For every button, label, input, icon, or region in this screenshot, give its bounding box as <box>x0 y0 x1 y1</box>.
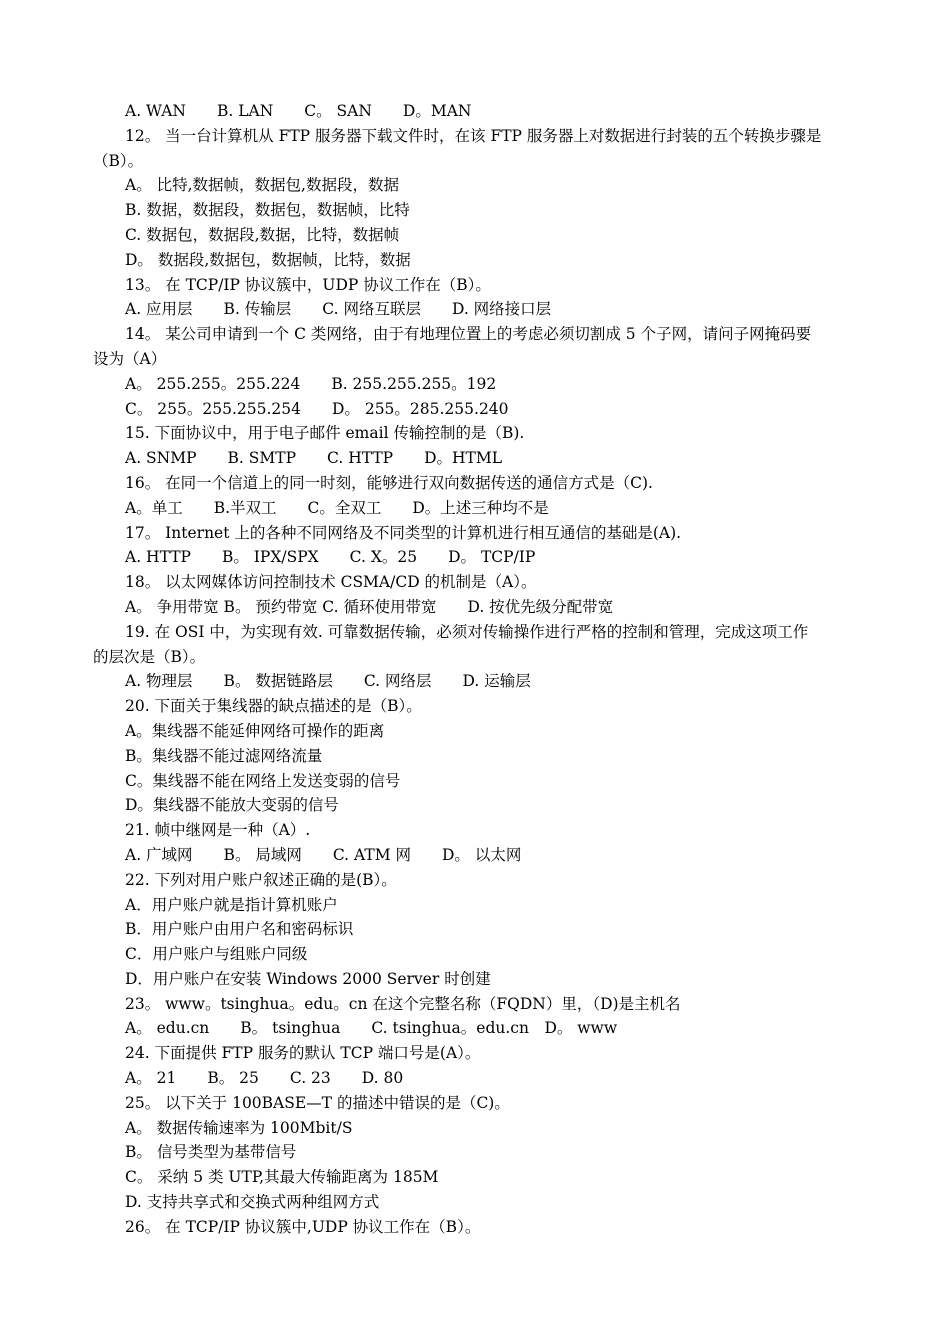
text-line: A。 21 B。 25 C. 23 D. 80 <box>125 1069 404 1088</box>
text-line: A。集线器不能延伸网络可操作的距离 <box>125 721 385 740</box>
text-line: A。 数据传输速率为 100Mbit/S <box>125 1118 353 1137</box>
text-line: A。 edu.cn B。 tsinghua C. tsinghua。edu.cn D。 www <box>125 1019 618 1038</box>
text-line: 17。 Internet 上的各种不同网络及不同类型的计算机进行相互通信的基础是(A). <box>125 523 682 542</box>
text-line: B. 数据，数据段，数据包，数据帧，比特 <box>125 201 410 220</box>
text-line: 23。 www。tsinghua。edu。cn 在这个完整名称（FQDN）里，（D)是主机名 <box>125 994 681 1013</box>
text-line: D。 数据段,数据包，数据帧，比特，数据 <box>125 250 411 269</box>
text-line: 14。 某公司申请到一个 C 类网络，由于有地理位置上的考虑必须切割成 5 个子网，请问子网掩码要 <box>125 325 812 344</box>
text-line: D．用户账户在安装 Windows 2000 Server 时创建 <box>125 969 491 988</box>
text-line: B．用户账户由用户名和密码标识 <box>125 920 354 939</box>
text-line: A。单工 B.半双工 C。全双工 D。上述三种均不是 <box>125 498 549 517</box>
text-line: 15. 下面协议中，用于电子邮件 email 传输控制的是（B). <box>125 424 525 443</box>
text-line: A．用户账户就是指计算机账户 <box>125 895 338 914</box>
text-line: B。 信号类型为基带信号 <box>125 1143 297 1162</box>
text-line: A. 应用层 B. 传输层 C. 网络互联层 D. 网络接口层 <box>125 300 552 319</box>
text-line: C。 255。255.255.254 D。 255。285.255.240 <box>125 399 509 418</box>
text-line: C。 采纳 5 类 UTP,其最大传输距离为 185M <box>125 1168 439 1187</box>
text-line: A。 255.255。255.224 B. 255.255.255。192 <box>125 374 497 393</box>
text-line: D。集线器不能放大变弱的信号 <box>125 796 339 815</box>
text-line: 设为（A） <box>93 349 167 368</box>
text-line: A。 争用带宽 B。 预约带宽 C. 循环使用带宽 D. 按优先级分配带宽 <box>125 597 614 616</box>
text-line: 26。 在 TCP/IP 协议簇中,UDP 协议工作在（B）。 <box>125 1217 481 1236</box>
text-line: 25。 以下关于 100BASE—T 的描述中错误的是（C)。 <box>125 1093 510 1112</box>
text-line: B。集线器不能过滤网络流量 <box>125 746 323 765</box>
text-line: 的层次是（B）。 <box>93 647 206 666</box>
text-line: A。 比特,数据帧，数据包,数据段，数据 <box>125 176 399 195</box>
text-line: 21. 帧中继网是一种（A）. <box>125 821 311 840</box>
text-line: 13。 在 TCP/IP 协议簇中，UDP 协议工作在（B）。 <box>125 275 491 294</box>
text-line: 20. 下面关于集线器的缺点描述的是（B）。 <box>125 697 422 716</box>
text-line: A. 广域网 B。 局域网 C. ATM 网 D。 以太网 <box>125 845 522 864</box>
text-line: A. 物理层 B。 数据链路层 C. 网络层 D. 运输层 <box>125 672 531 691</box>
text-line: A. WAN B. LAN C。 SAN D。MAN <box>125 102 472 120</box>
text-line: 12。 当一台计算机从 FTP 服务器下载文件时，在该 FTP 服务器上对数据进行封装的五个转换步骤是 <box>125 126 822 145</box>
text-line: A. HTTP B。 IPX/SPX C. X。25 D。 TCP/IP <box>125 548 536 567</box>
text-line: D. 支持共享式和交换式两种组网方式 <box>125 1193 380 1212</box>
text-line: 22. 下列对用户账户叙述正确的是(B）。 <box>125 870 397 889</box>
text-line: C．用户账户与组账户同级 <box>125 945 308 964</box>
text-line: A. SNMP B. SMTP C. HTTP D。HTML <box>125 449 503 468</box>
text-line: 19. 在 OSI 中，为实现有效. 可靠数据传输，必须对传输操作进行严格的控制和管理，完成这项工作 <box>125 622 809 641</box>
document-body <box>93 99 863 1240</box>
text-line: 24. 下面提供 FTP 服务的默认 TCP 端口号是(A）。 <box>125 1044 481 1063</box>
text-line: C. 数据包，数据段,数据，比特，数据帧 <box>125 225 400 244</box>
text-line: C。集线器不能在网络上发送变弱的信号 <box>125 771 401 790</box>
text-line: 18。 以太网媒体访问控制技术 CSMA/CD 的机制是（A）。 <box>125 573 537 592</box>
text-line: （B）。 <box>93 151 144 170</box>
text-line: 16。 在同一个信道上的同一时刻，能够进行双向数据传送的通信方式是（C). <box>125 473 653 492</box>
